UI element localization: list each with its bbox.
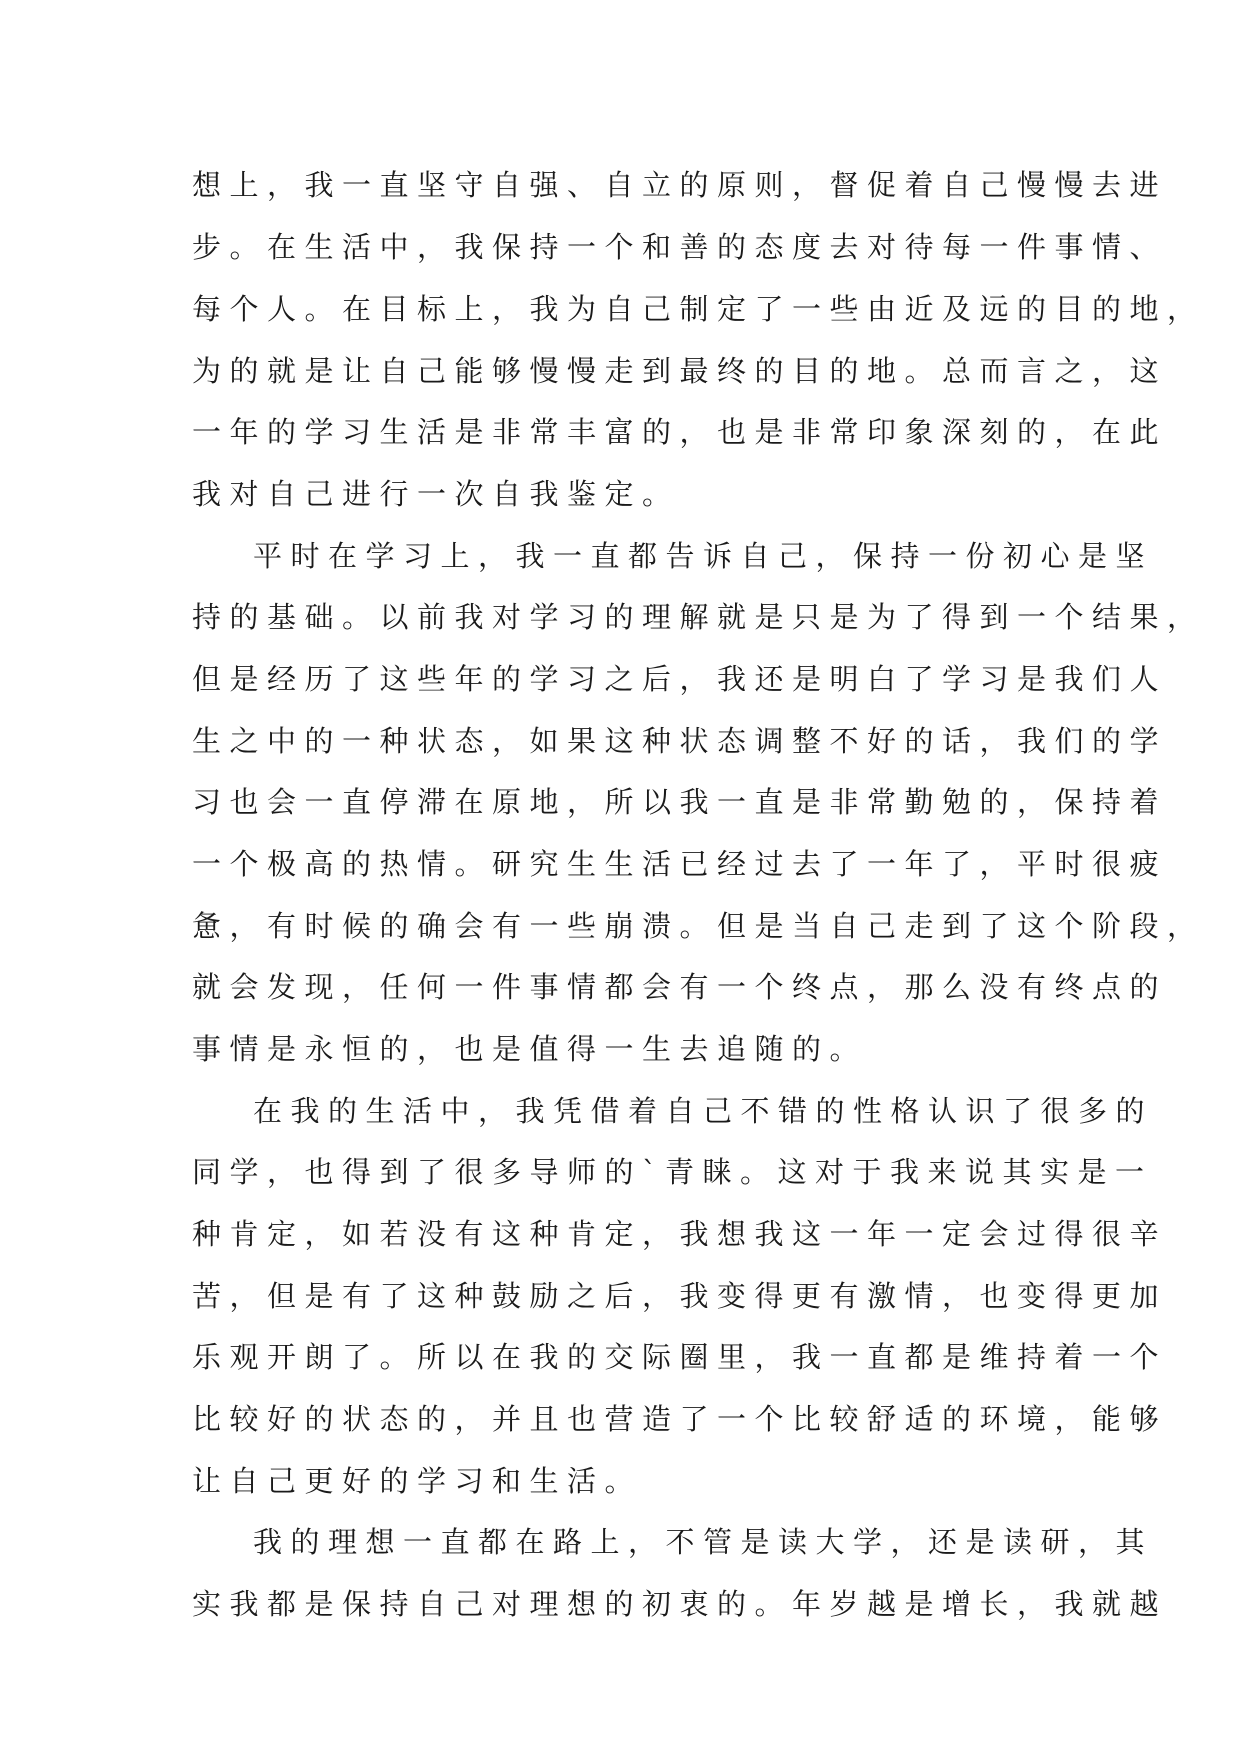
text-line: 平时在学习上，我一直都告诉自己，保持一份初心是坚 (253, 539, 1154, 573)
text-line: 让自己更好的学习和生活。 (192, 1464, 643, 1498)
text-line: 同学，也得到了很多导师的`青睐。这对于我来说其实是一 (192, 1155, 1153, 1189)
text-line: 但是经历了这些年的学习之后，我还是明白了学习是我们人 (192, 662, 1168, 696)
text-line: 持的基础。以前我对学习的理解就是只是为了得到一个结果， (192, 600, 1205, 634)
text-line: 就会发现，任何一件事情都会有一个终点，那么没有终点的 (192, 970, 1168, 1004)
text-line: 我的理想一直都在路上，不管是读大学，还是读研，其 (253, 1525, 1154, 1559)
text-line: 乐观开朗了。所以在我的交际圈里，我一直都是维持着一个 (192, 1340, 1168, 1374)
text-line: 事情是永恒的，也是值得一生去追随的。 (192, 1032, 868, 1066)
text-line: 想上，我一直坚守自强、自立的原则，督促着自己慢慢去进 (192, 168, 1168, 202)
text-line: 一年的学习生活是非常丰富的，也是非常印象深刻的，在此 (192, 415, 1168, 449)
text-line: 每个人。在目标上，我为自己制定了一些由近及远的目的地， (192, 292, 1205, 326)
text-line: 一个极高的热情。研究生生活已经过去了一年了，平时很疲 (192, 847, 1168, 881)
text-line: 苦，但是有了这种鼓励之后，我变得更有激情，也变得更加 (192, 1279, 1168, 1313)
text-line: 步。在生活中，我保持一个和善的态度去对待每一件事情、 (192, 230, 1168, 264)
text-line: 习也会一直停滞在原地，所以我一直是非常勤勉的，保持着 (192, 785, 1168, 819)
text-line: 比较好的状态的，并且也营造了一个比较舒适的环境，能够 (192, 1402, 1168, 1436)
text-line: 生之中的一种状态，如果这种状态调整不好的话，我们的学 (192, 724, 1168, 758)
text-line: 实我都是保持自己对理想的初衷的。年岁越是增长，我就越 (192, 1587, 1168, 1621)
text-line: 在我的生活中，我凭借着自己不错的性格认识了很多的 (253, 1094, 1154, 1128)
text-line: 我对自己进行一次自我鉴定。 (192, 477, 680, 511)
text-line: 种肯定，如若没有这种肯定，我想我这一年一定会过得很辛 (192, 1217, 1168, 1251)
text-line: 为的就是让自己能够慢慢走到最终的目的地。总而言之，这 (192, 354, 1168, 388)
text-line: 惫，有时候的确会有一些崩溃。但是当自己走到了这个阶段， (192, 909, 1205, 943)
